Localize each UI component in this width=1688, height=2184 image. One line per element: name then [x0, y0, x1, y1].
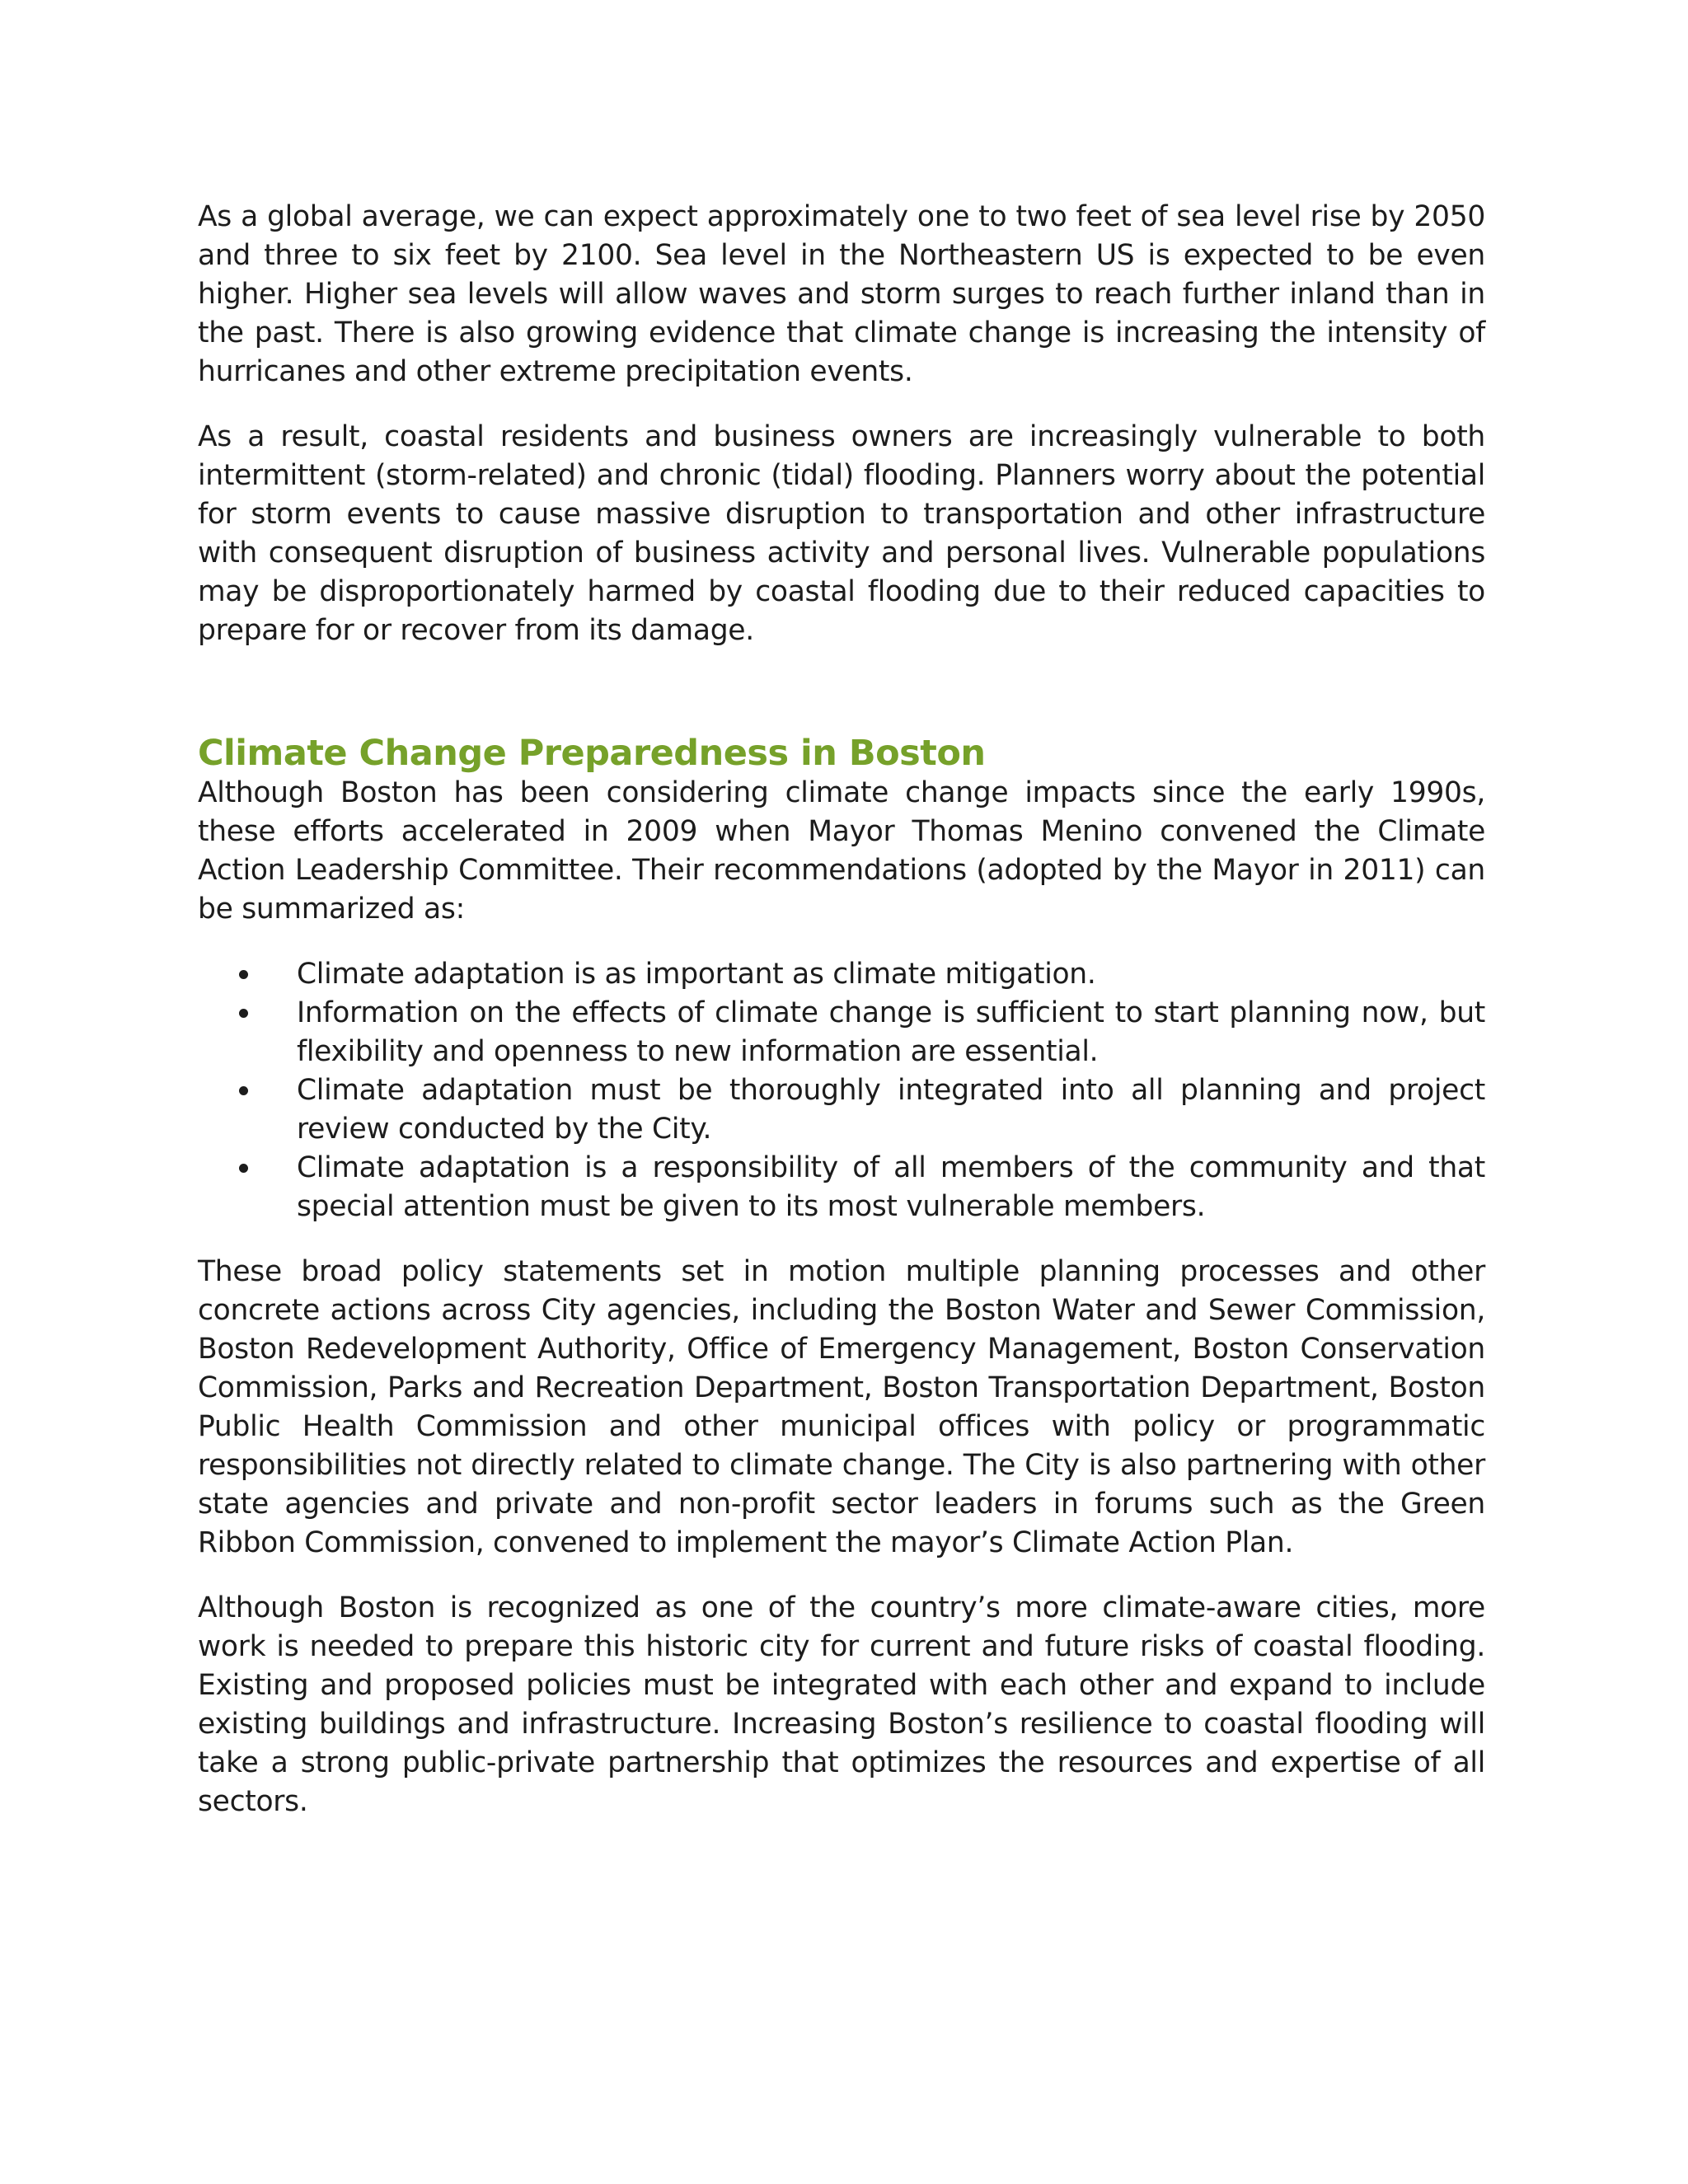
document-page [198, 198, 1485, 1848]
list-item-text: Climate adaptation is as important as climate mitigation. [297, 958, 1096, 991]
paragraph-boston-history: Although Boston has been considering climate change impacts since the early 1990s, these efforts accelerated in 2009 when Mayor Thomas Menino convened the Climate Action Leadership Committee. Their recommendations (adopted by the Mayor in 2011) can be summarized as: [198, 776, 1485, 926]
list-item [198, 955, 1485, 994]
paragraph-policy-statements: These broad policy statements set in motion multiple planning processes and other concrete actions across City agencies, including the Boston Water and Sewer Commission, Boston Redevelopment Authority, Office of Emergency Management, Boston Conservation Commission, Parks and Recreation Department, Boston Transportation Department, Boston Public Health Commission and other municipal offices with policy or programmatic responsibilities not directly related to climate change. The City is also partnering with other state agencies and private and non-profit sector leaders in forums such as the Green Ribbon Commission, convened to implement the mayor’s Climate Action Plan. [198, 1255, 1485, 1559]
bullet-icon [239, 970, 248, 979]
list-item-text: Climate adaptation is a responsibility of all members of the community and that special attention must be given to its most vulnerable members. [297, 1151, 1485, 1223]
paragraph-sea-level-rise: As a global average, we can expect approximately one to two feet of sea level rise by 2050 and three to six feet by 2100. Sea level in the Northeastern US is expected to be even higher. Higher sea levels will allow waves and storm surges to reach further inland than in the past. There is also growing evidence that climate change is increasing the intensity of hurricanes and other extreme precipitation events. [198, 200, 1485, 388]
bullet-icon [239, 1164, 248, 1173]
paragraph-vulnerability: As a result, coastal residents and business owners are increasingly vulnerable to both intermittent (storm-related) and chronic (tidal) flooding. Planners worry about the potential for storm events to cause massive disruption to transportation and other infrastructure with consequent disruption of business activity and personal lives. Vulnerable populations may be disproportionately harmed by coastal flooding due to their reduced capacities to prepare for or recover from its damage. [198, 420, 1485, 647]
list-item [198, 994, 1485, 1071]
bullet-icon [239, 1086, 248, 1095]
recommendations-list [198, 955, 1485, 1226]
bullet-icon [239, 1009, 248, 1018]
paragraph-more-work-needed: Although Boston is recognized as one of the country’s more climate-aware cities, more work is needed to prepare this historic city for current and future risks of coastal flooding. Existing and proposed policies must be integrated with each other and expand to include existing buildings and infrastructure. Increasing Boston’s resilience to coastal flooding will take a strong public-private partnership that optimizes the resources and expertise of all sectors. [198, 1591, 1485, 1818]
list-item-text: Climate adaptation must be thoroughly integrated into all planning and project review conducted by the City. [297, 1074, 1485, 1146]
list-item [198, 1071, 1485, 1149]
list-item-text: Information on the effects of climate change is sufficient to start planning now, but flexibility and openness to new information are essential. [297, 996, 1485, 1068]
list-item [198, 1149, 1485, 1226]
section-heading: Climate Change Preparedness in Boston [198, 733, 986, 774]
